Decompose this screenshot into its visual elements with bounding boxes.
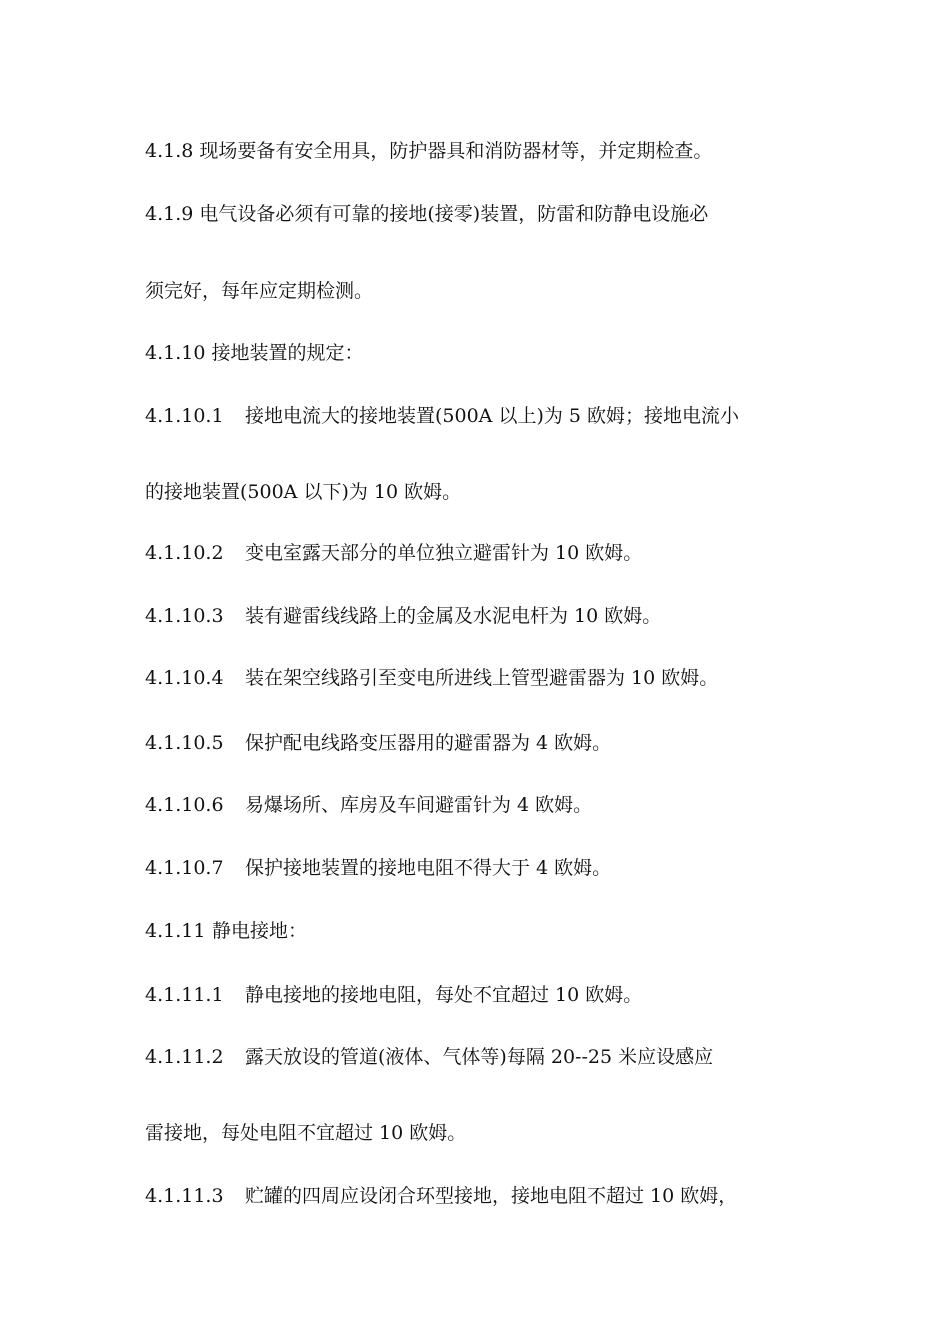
item-text: 接地电流大的接地装置(500A 以上)为 5 欧姆；接地电流小 [245,405,740,427]
item-text: 装有避雷线线路上的金属及水泥电杆为 10 欧姆。 [245,605,662,627]
item-number: 4.1.10.3 [145,605,224,627]
item-text: 装在架空线路引至变电所进线上管型避雷器为 10 欧姆。 [245,667,719,689]
heading-4-1-10: 4.1.10 接地装置的规定： [145,342,364,364]
item-text: 易爆场所、库房及车间避雷针为 4 欧姆。 [245,794,593,816]
item-text: 保护配电线路变压器用的避雷器为 4 欧姆。 [245,732,612,754]
item-text: 静电接地的接地电阻，每处不宜超过 10 欧姆。 [245,984,643,1006]
item-number: 4.1.11.3 [145,1185,224,1207]
item-number: 4.1.10.5 [145,732,224,754]
item-4-1-10-3 [145,603,835,629]
paragraph-4-1-9: 4.1.9 电气设备必须有可靠的接地(接零)装置，防雷和防静电设施必 [145,203,709,225]
item-number: 4.1.10.7 [145,857,224,879]
item-number: 4.1.11.2 [145,1046,224,1068]
heading-4-1-11 [145,918,835,944]
item-4-1-10-7 [145,855,835,881]
item-4-1-11-3 [145,1183,835,1209]
item-number: 4.1.10.6 [145,794,224,816]
item-4-1-11-2 [145,1044,835,1070]
item-text: 静电接地： [212,920,308,942]
item-number: 4.1.10.4 [145,667,224,689]
item-4-1-10-5 [145,730,835,756]
item-4-1-11-2-continued: 雷接地，每处电阻不宜超过 10 欧姆。 [145,1122,467,1144]
item-text: 露天放设的管道(液体、气体等)每隔 20--25 米应设感应 [245,1046,714,1068]
item-number: 4.1.11 [145,920,206,942]
item-number: 4.1.11.1 [145,984,224,1006]
item-text: 变电室露天部分的单位独立避雷针为 10 欧姆。 [245,542,643,564]
paragraph-4-1-8: 4.1.8 现场要备有安全用具，防护器具和消防器材等，并定期检查。 [145,140,713,162]
item-text: 保护接地装置的接地电阻不得大于 4 欧姆。 [245,857,612,879]
item-number: 4.1.10.2 [145,542,224,564]
item-4-1-11-1 [145,982,835,1008]
item-number: 4.1.10.1 [145,405,224,427]
item-4-1-10-6 [145,792,835,818]
item-4-1-10-2 [145,540,835,566]
item-4-1-10-4 [145,665,835,691]
paragraph-4-1-9-continued: 须完好，每年应定期检测。 [145,280,374,302]
item-text: 贮罐的四周应设闭合环型接地，接地电阻不超过 10 欧姆， [245,1185,738,1207]
item-4-1-10-1-continued: 的接地装置(500A 以下)为 10 欧姆。 [145,481,462,503]
item-4-1-10-1 [145,403,835,429]
